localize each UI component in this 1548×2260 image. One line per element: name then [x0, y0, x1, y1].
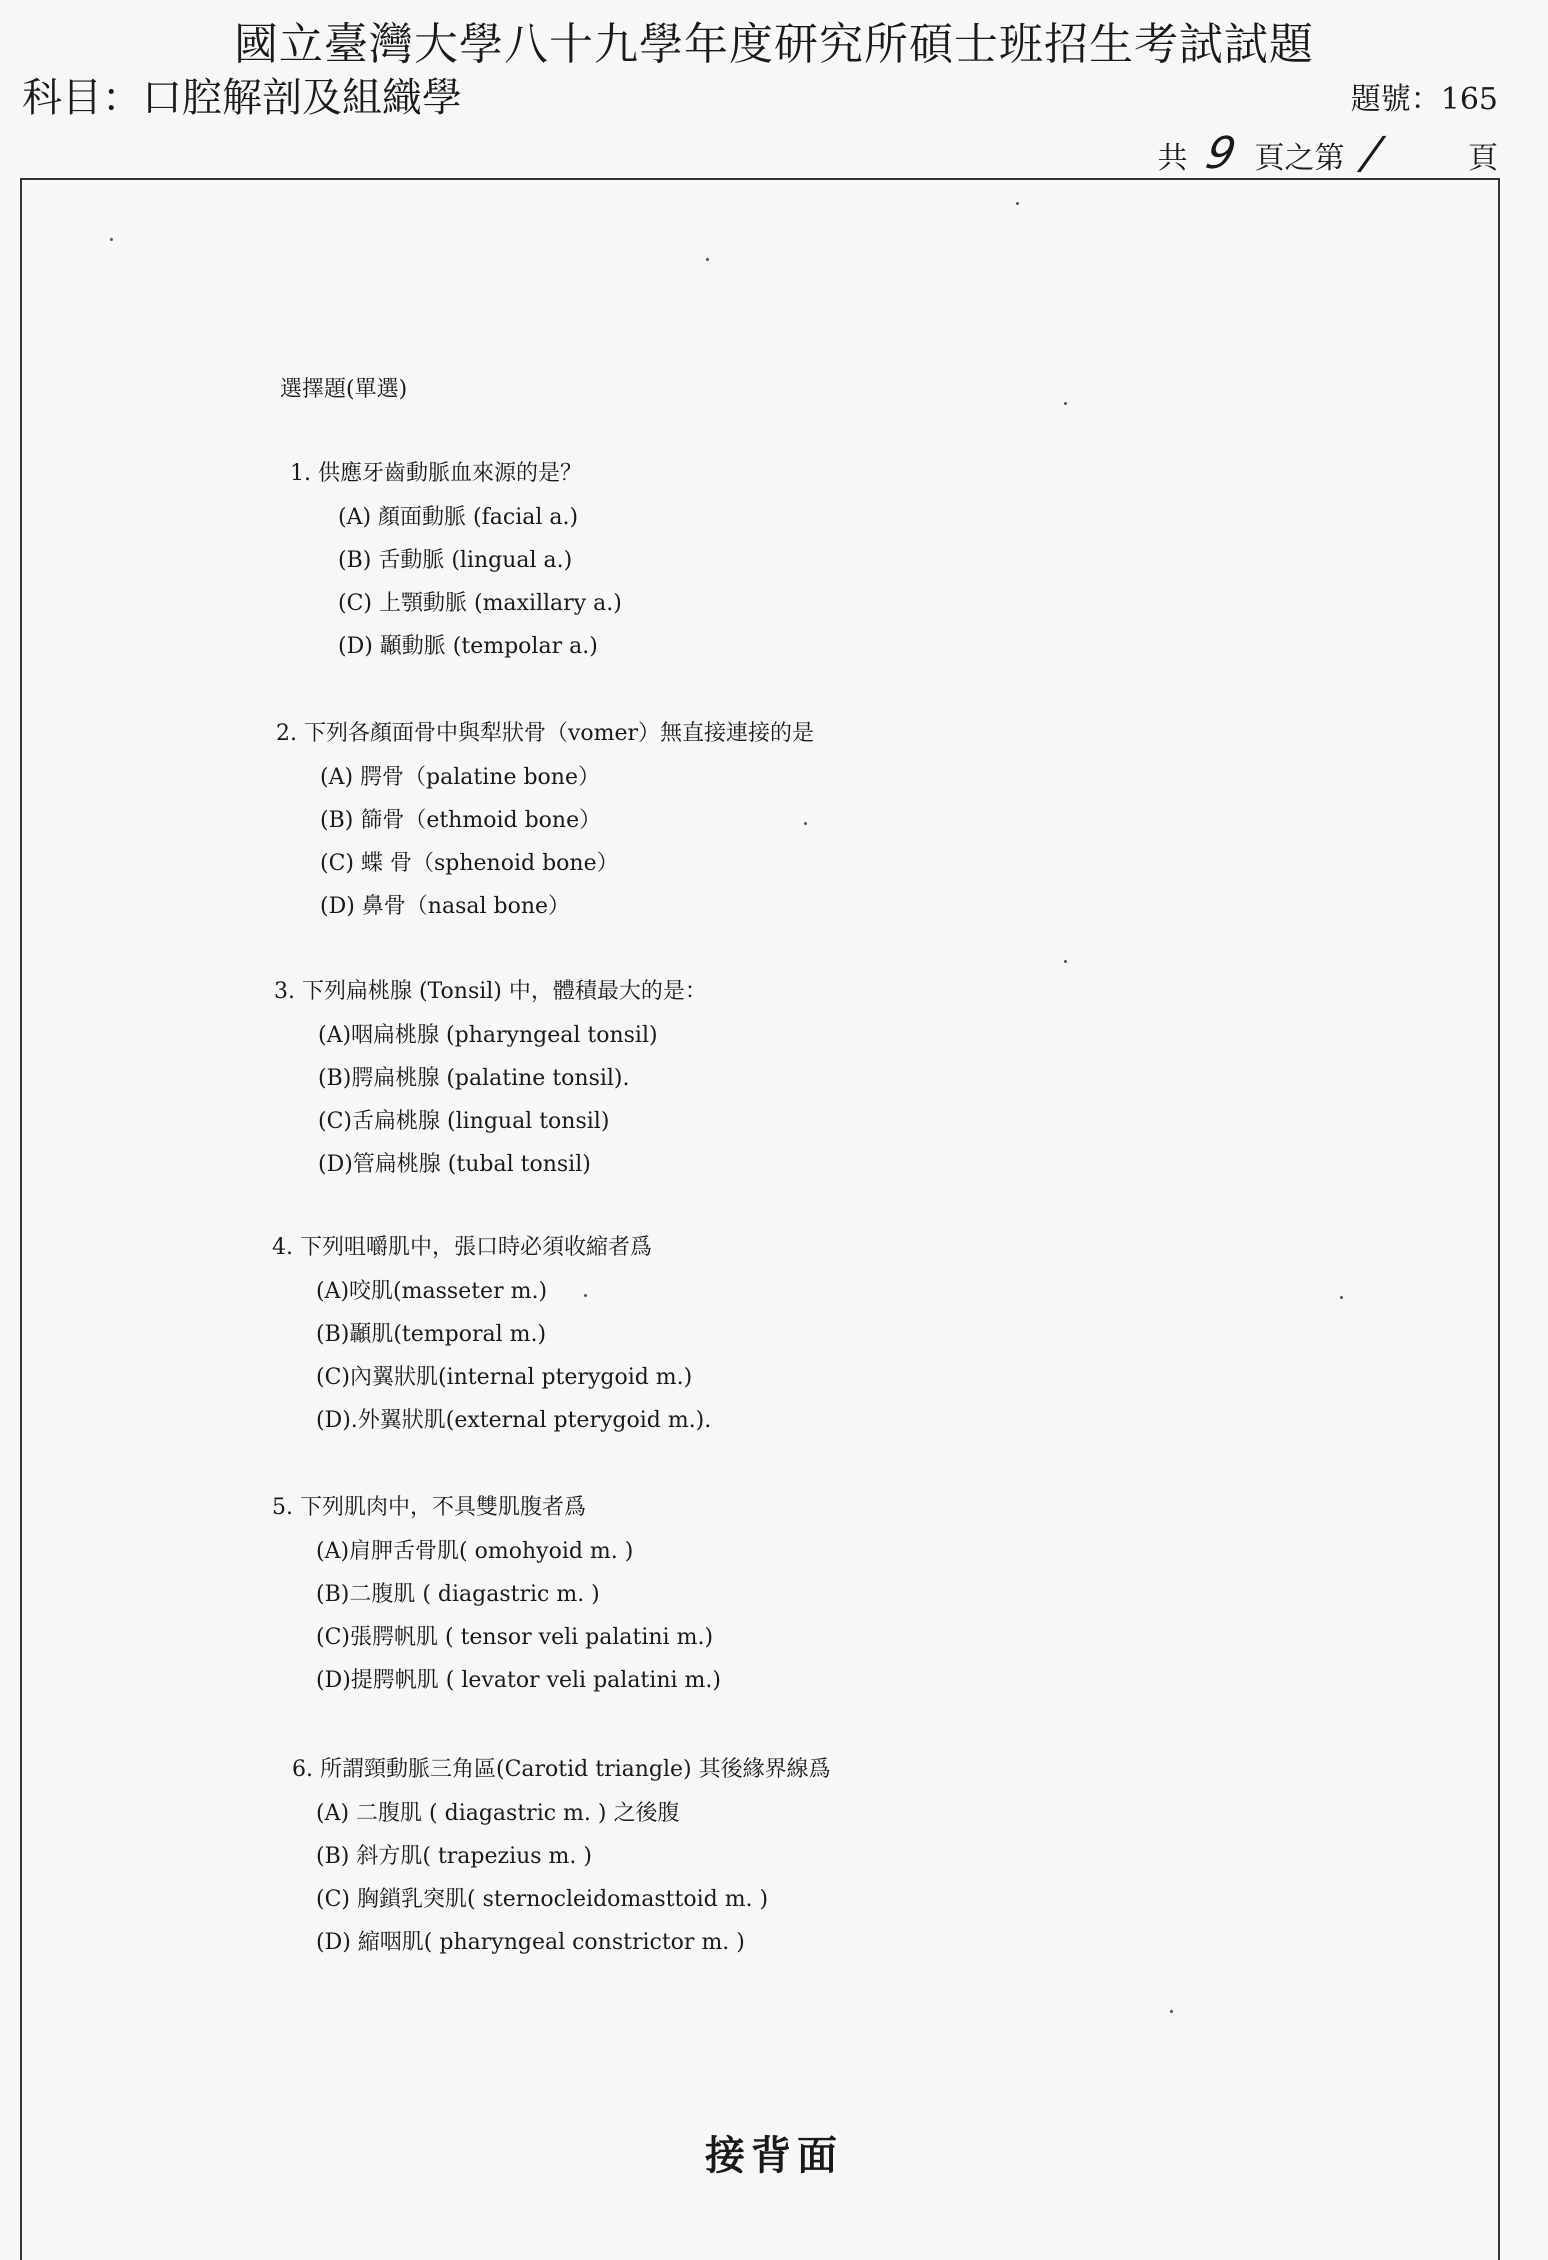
option-c: (C) 胸鎖乳突肌( sternocleidomasttoid m. ) [316, 1887, 769, 1912]
scan-speck [110, 238, 113, 241]
question-stem: 1. 供應牙齒動脈血來源的是？ [290, 461, 582, 486]
pages-middle: 頁之第 [1254, 141, 1345, 176]
section-title: 選擇題(單選) [280, 377, 408, 402]
option-a: (A) 腭骨（palatine bone） [320, 765, 600, 790]
scan-speck [1064, 402, 1067, 405]
pages-total: 9 [1201, 128, 1241, 179]
option-b: (B) 斜方肌( trapezius m. ) [316, 1844, 592, 1869]
question-stem: 2. 下列各顏面骨中與犁狀骨（vomer）無直接連接的是 [276, 721, 815, 746]
subject-title: 科目：口腔解剖及組織學 [22, 75, 462, 121]
option-b: (B) 舌動脈 (lingual a.) [338, 548, 573, 573]
option-c: (C)舌扁桃腺 (lingual tonsil) [318, 1109, 610, 1134]
question-stem: 3. 下列扁桃腺 (Tonsil) 中，體積最大的是： [274, 979, 707, 1004]
question-stem: 4. 下列咀嚼肌中，張口時必須收縮者爲 [272, 1235, 652, 1260]
option-d: (D)管扁桃腺 (tubal tonsil) [318, 1152, 591, 1177]
question-stem: 6. 所謂頸動脈三角區(Carotid triangle) 其後緣界線爲 [292, 1757, 831, 1782]
option-c: (C) 上顎動脈 (maxillary a.) [338, 591, 622, 616]
option-c: (C)張腭帆肌 ( tensor veli palatini m.) [316, 1625, 714, 1650]
question-1 [290, 452, 622, 668]
question-6 [292, 1748, 831, 1964]
option-b: (B)顳肌(temporal m.) [316, 1322, 547, 1347]
scan-speck [804, 822, 807, 825]
continued-overleaf-note: 接背面 [705, 2132, 843, 2179]
option-a: (A) 顏面動脈 (facial a.) [338, 505, 579, 530]
scan-speck [584, 1294, 587, 1297]
option-d: (D)提腭帆肌 ( levator veli palatini m.) [316, 1668, 721, 1693]
scan-speck [1064, 960, 1067, 963]
option-d: (D) 縮咽肌( pharyngeal constrictor m. ) [316, 1930, 745, 1955]
page-current: / [1358, 128, 1385, 179]
option-b: (B) 篩骨（ethmoid bone） [320, 808, 602, 833]
question-stem: 5. 下列肌肉中，不具雙肌腹者爲 [272, 1495, 586, 1520]
question-2 [276, 712, 814, 928]
pages-suffix: 頁 [1468, 141, 1498, 176]
option-a: (A)肩胛舌骨肌( omohyoid m. ) [316, 1539, 634, 1564]
pages-prefix: 共 [1157, 141, 1188, 176]
scan-speck [706, 258, 709, 261]
question-3 [274, 970, 707, 1186]
option-b: (B)二腹肌 ( diagastric m. ) [316, 1582, 600, 1607]
option-a: (A)咽扁桃腺 (pharyngeal tonsil) [318, 1023, 658, 1048]
question-5 [272, 1486, 721, 1702]
scan-speck [1340, 1296, 1343, 1299]
option-d: (D) 鼻骨（nasal bone） [320, 894, 571, 919]
option-a: (A)咬肌(masseter m.) [316, 1279, 548, 1304]
option-d: (D) 顳動脈 (tempolar a.) [338, 634, 598, 659]
option-c: (C)內翼狀肌(internal pterygoid m.) [316, 1365, 693, 1390]
option-d: (D).外翼狀肌(external pterygoid m.). [316, 1408, 712, 1433]
question-4 [272, 1226, 711, 1442]
option-b: (B)腭扁桃腺 (palatine tonsil). [318, 1066, 630, 1091]
question-number: 題號：165 [1350, 82, 1498, 117]
scan-speck [1170, 2010, 1173, 2013]
option-c: (C) 蝶 骨（sphenoid bone） [320, 851, 619, 876]
page-count [1157, 128, 1498, 179]
exam-title: 國立臺灣大學八十九學年度研究所碩士班招生考試試題 [234, 19, 1314, 70]
option-a: (A) 二腹肌 ( diagastric m. ) 之後腹 [316, 1801, 680, 1826]
scan-speck [1016, 202, 1019, 205]
